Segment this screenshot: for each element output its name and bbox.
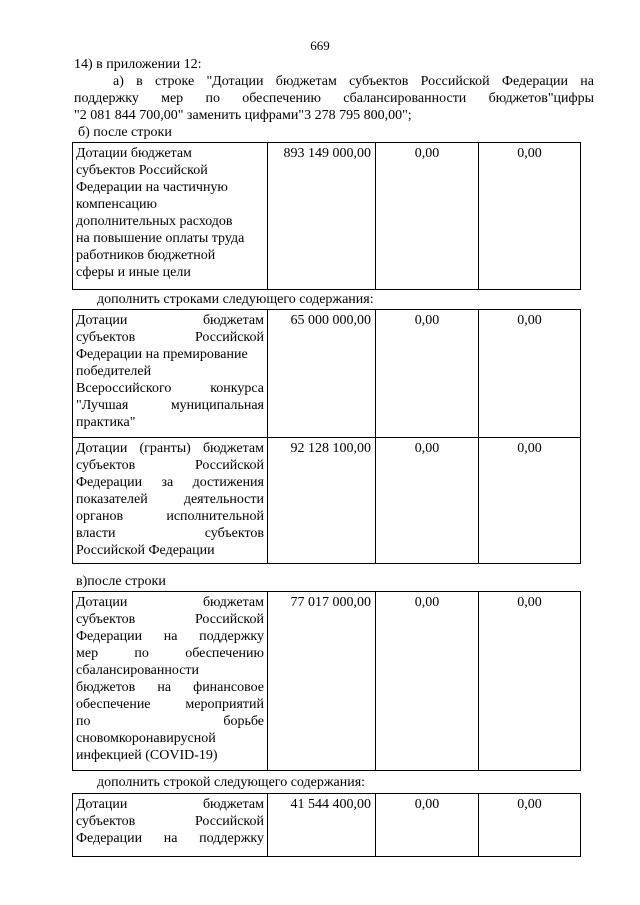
- table-existing-row: [72, 142, 581, 290]
- value-cell-2: 0,00: [376, 310, 479, 438]
- table-new-row: [72, 793, 581, 857]
- value-cell-2: 0,00: [376, 143, 479, 290]
- name-line: Дотации бюджетам: [76, 146, 192, 161]
- item-heading: 14) в приложении 12:: [74, 57, 202, 72]
- name-line: практика": [76, 415, 136, 430]
- name-line: бюджетов на финансовое: [76, 680, 264, 695]
- name-line: Дотации бюджетам: [76, 797, 264, 812]
- name-line: сновомкоронавирусной: [76, 731, 216, 746]
- value-cell-3: 0,00: [479, 310, 581, 438]
- name-line: Федерации на поддержку: [76, 629, 264, 644]
- paragraph-a-line2: поддержку мер по обеспечению сбалансированности бюджетов"цифры: [74, 91, 594, 106]
- value-cell-3: 0,00: [479, 592, 581, 771]
- table-row: [73, 143, 581, 290]
- paragraph-b-heading: б) после строки: [78, 125, 172, 140]
- value-cell-2: 0,00: [376, 794, 479, 857]
- name-line: работников бюджетной: [76, 248, 216, 263]
- row-name-cell: [73, 438, 268, 564]
- table-row: [73, 794, 581, 857]
- supplement-row-text: дополнить строкой следующего содержания:: [97, 775, 366, 790]
- name-line: субъектов Российской: [76, 458, 264, 473]
- value-cell-2: 0,00: [376, 438, 479, 564]
- value-cell-2: 0,00: [376, 592, 479, 771]
- paragraph-a-line3: "2 081 844 700,00" заменить цифрами"3 278 795 800,00";: [74, 108, 412, 123]
- amount-cell: 893 149 000,00: [268, 143, 376, 290]
- name-line: показателей деятельности: [76, 492, 264, 507]
- row-name-cell: [73, 143, 268, 290]
- name-line: субъектов Российской: [76, 330, 264, 345]
- name-line: обеспечение мероприятий: [76, 697, 264, 712]
- name-line: "Лучшая муниципальная: [76, 398, 264, 413]
- name-line: победителей: [76, 364, 152, 379]
- table-row: [73, 592, 581, 771]
- amount-cell: 77 017 000,00: [268, 592, 376, 771]
- row-name-cell: [73, 310, 268, 438]
- table-row: [73, 310, 581, 438]
- name-line: дополнительных расходов: [76, 214, 233, 229]
- value-cell-3: 0,00: [479, 794, 581, 857]
- name-line: мер по обеспечению: [76, 646, 264, 661]
- name-line: власти субъектов: [76, 526, 264, 541]
- name-line: по борьбе: [76, 714, 264, 729]
- name-line: Федерации на поддержку: [76, 831, 264, 846]
- name-line: Федерации за достижения: [76, 475, 264, 490]
- name-line: на повышение оплаты труда: [76, 231, 245, 246]
- name-line: Федерации на частичную: [76, 180, 228, 195]
- name-line: субъектов Российской: [76, 612, 264, 627]
- name-line: органов исполнительной: [76, 509, 264, 524]
- paragraph-a-line1: а) в строке "Дотации бюджетам субъектов Российской Федерации на: [113, 74, 594, 89]
- name-line: компенсацию: [76, 197, 157, 212]
- name-line: Дотации (гранты) бюджетам: [76, 441, 264, 456]
- table-existing-row-covid: [72, 591, 581, 771]
- table-new-rows: [72, 309, 581, 564]
- amount-cell: 65 000 000,00: [268, 310, 376, 438]
- amount-cell: 41 544 400,00: [268, 794, 376, 857]
- row-name-cell: [73, 592, 268, 771]
- name-line: Всероссийского конкурса: [76, 381, 264, 396]
- paragraph-c-heading: в)после строки: [76, 574, 166, 589]
- row-name-cell: [73, 794, 268, 857]
- name-line: сферы и иные цели: [76, 265, 191, 280]
- name-line: инфекцией (COVID-19): [76, 748, 218, 763]
- name-line: Федерации на премирование: [76, 347, 248, 362]
- page-number: 669: [310, 38, 330, 53]
- supplement-rows-text: дополнить строками следующего содержания:: [97, 292, 374, 307]
- name-line: Дотации бюджетам: [76, 313, 264, 328]
- value-cell-3: 0,00: [479, 438, 581, 564]
- name-line: субъектов Российской: [76, 163, 208, 178]
- name-line: Дотации бюджетам: [76, 595, 264, 610]
- name-line: субъектов Российской: [76, 814, 264, 829]
- name-line: Российской Федерации: [76, 543, 215, 558]
- amount-cell: 92 128 100,00: [268, 438, 376, 564]
- table-row: [73, 438, 581, 564]
- value-cell-3: 0,00: [479, 143, 581, 290]
- name-line: сбалансированности: [76, 663, 200, 678]
